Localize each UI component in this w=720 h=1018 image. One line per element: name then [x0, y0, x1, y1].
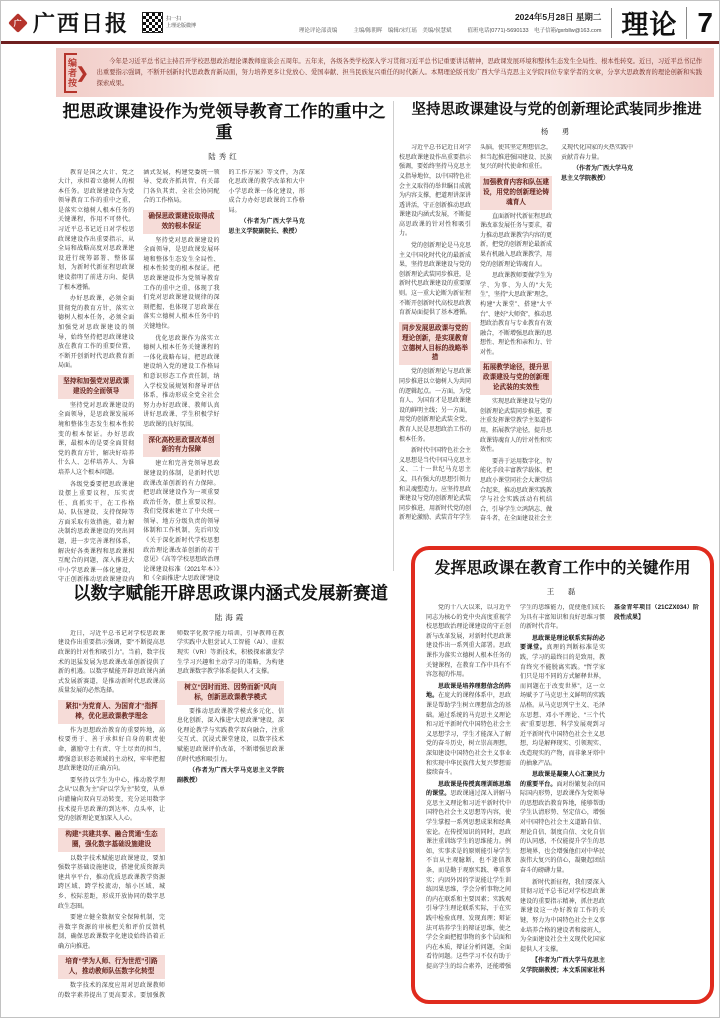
article-body — [426, 604, 699, 982]
article-byline: 杨 勇 — [540, 127, 573, 137]
article-author-note: （作者为广西大学马克思主义学院教授） — [561, 166, 634, 182]
article-paragraph: 数字技术的深度应用对思政课教师的数字素养提出了更高要求。要加强教师数字化教学能力培训，引导教师在教学实践中大胆尝试人工智能（AI）、虚拟现实（VR）等新技术，积极探索激发学生学习兴趣和主动学习的策略，为构建思政课数字教学体系提供人才支撑。 — [58, 630, 284, 999]
article-subhead: 拓展教学途径，提升思政课建设与党的创新理论武装的实效性 — [480, 361, 552, 395]
paper-name: 广西日报 — [33, 11, 130, 36]
article-top-left — [58, 101, 390, 587]
paper-logo — [11, 7, 196, 38]
qr-caption-line1: 扫一扫 — [166, 15, 182, 22]
article-paragraph: 党的创新理论是马克思主义中国化时代化的最新成果，坚持思政课建设与党的创新理论武装同步推进，是新时代思政课建设的重要原则。这一重大论断为新征程不断开创新时代高校思政教育新局面提供了基本遵循。 — [399, 243, 472, 317]
article-paragraph: 建立和完善党领导思政课建设的体制，是新时代思政课改革创新的有力保障。把思政课建设作为一项重要政治任务，摆上重要议程。我们党探索建立了中央统一领导、地方分级负责的领导体制和工作机制，先后印发《关于深化新时代学校思想政治理论课改革创新的若干意见》《高等学校思想政治理论课建设标准（2021年本）》和《全面推进“大思政课”建设的工作方案》等文件，为深化思政课的教学改革和大中小学思政课一体化建设，形成合力办好思政课的工作格局。 — [143, 169, 305, 583]
page-number: 7 — [686, 7, 713, 39]
article-body — [58, 630, 403, 1002]
masthead — [11, 6, 713, 39]
article-subhead: 树立“因时而进、因势而新”风向标，创新思政课教学模式 — [177, 681, 284, 705]
masthead-credits-row — [299, 26, 602, 34]
article-paragraph: 各级党委要把思政课建设摆上重要议程，压实责任、真抓实干，在工作格局、队伍建设、支持保障等方面采取有效措施，着力解决制约思政课建设的突出问题，进一步完善课程体系，解决好各类课程和思政课相互配合的问题，深入推进大中小学思政课一体化建设，守正创新推动思政课建设内涵式发展，构建党委统一领导、党政齐抓共管、有关部门各负其责、全社会协同配合的工作格局。 — [58, 169, 220, 584]
article-bottom-left — [58, 583, 403, 1002]
paper-logo-icon — [8, 13, 28, 33]
article-byline: 陆秀红 — [208, 151, 240, 161]
article-paragraph: 党的创新理论与思政课同步推进以立德树人为共同的逻辑起点。一方面，为党育人、为国育才是思政课建设的鲜明主线；另一方面，用党的创新理论武装全党、教育人民是思想政治工作的根本任务。 — [399, 369, 472, 443]
article-paragraph: 教育是国之大计、党之大计，承担着立德树人的根本任务。思政课建设作为党领导教育工作的重中之重，是落实立德树人根本任务的关键课程，作用不可替代。习近平总书记近日对学校思政课建设作出重要指示，从全局和战略高度对思政课建设进行统筹部署、整体谋划，为新时代新征程思政课建设指明了前进方向、提供了根本遵循。 — [58, 169, 135, 291]
article-body — [399, 144, 714, 532]
article-title: 坚持思政课建设与党的创新理论武装同步推进 — [411, 102, 702, 118]
contact-info: 值班电话(0771)-5690133 电子信箱/gxrbllw@163.com — [467, 28, 602, 34]
article-title: 把思政课建设作为党领导教育工作的重中之重 — [62, 102, 386, 143]
article-title: 发挥思政课在教育工作中的关键作用 — [434, 560, 691, 577]
article-paragraph: 直面新时代新征程思政课改革发展任务与要求，着力推动思政课教学内容的更新，把党的创新理论最新成果有机融入思政课教学，用党的创新理论铸魂育人。 — [480, 213, 553, 268]
article-paragraph: 思政课教师要做学生为学、为事、为人的“大先生”，坚持“大思政课”理念，构建“大课堂”、搭建“大平台”、建好“大师资”，推动思想政治教育与专业教育有效融合，不断增强思政课的思想性、理论性和亲和力、针对性。 — [480, 273, 553, 356]
article-paragraph: 要建立健全数据安全保障机制，完善数字资源的审核把关和评价反馈机制，确保思政课数字化建设始终沿着正确方向推进。 — [58, 915, 165, 950]
article-subhead: 同步发展思政课与党的理论创新，是实现教育立德树人目标的战略举措 — [399, 322, 471, 366]
paper-logo-glyph: 广 — [14, 18, 22, 27]
article-paragraph: 近日，习近平总书记对学校思政课建设作出重要指示强调，要“不断提高思政课的针对性和吸引力”。当前，数字技术的迅猛发展为思政课改革创新提供了新的机遇。以数字赋能开辟思政课内涵式发展新赛道，是推动新时代思政课高质量发展的必然选择。 — [58, 630, 165, 695]
article-paragraph: 以数字技术赋能思政课建设，要加强数字基础设施建设，搭建优质资源共建共享平台，推动优质思政课教学资源跨区域、跨学校流动，缩小区域、城乡、校际差距，形成开放协同的数字思政生态圈。 — [58, 855, 165, 910]
article-subhead: 确保思政课建设取得成效的根本保证 — [143, 210, 219, 234]
qr-caption-line2: 上理论版微博 — [166, 22, 197, 29]
masthead-meta — [299, 11, 612, 34]
qr-block — [142, 12, 196, 33]
article-subhead: 加强教育内容和队伍建设，用党的创新理论铸魂育人 — [480, 176, 552, 210]
article-byline: 陆海霞 — [214, 612, 247, 622]
article-paragraph: 坚持党对思政课建设的全面领导，是思政课发展环境和整体生态发生全局性、根本性转变的根本保证。把思政课建设作为党领导教育工作的重中之重，体现了我们党对思政课建设规律的深刻把握，也体现了思政课在落实立德树人根本任务中的关键地位。 — [143, 237, 220, 330]
article-title: 以数字赋能开辟思政课内涵式发展新赛道 — [73, 583, 388, 603]
article-body — [58, 169, 390, 587]
article-paragraph: 优化思政课作为落实立德树人根本任务关键课程的一体化战略布局，把思政课建设纳入党的建设工作格局和意识形态工作责任制，纳入学校发展规划和督导评估体系，推动形成全党全社会努力办好思政课、教师认真讲好思政课、学生积极学好思政课的良好氛围。 — [143, 335, 220, 428]
article-author-note: （作者为广西大学马克思主义学院副教授） — [177, 768, 284, 784]
article-paragraph: 新时代中国特色社会主义思想是当代中国马克思主义、二十一世纪马克思主义，具有强大的思想引领力和灵魂塑造力。应坚持思政课建设与党的创新理论武装同步推进，用新时代党的创新理论激励、武装青年学生头脑，使其坚定理想信念，担当起推进强国建设、民族复兴的时代使命和重任。 — [399, 145, 553, 522]
article-paragraph: 要坚持以学生为中心，推动教学理念从“以教为主”向“以学为主”转变，从单向灌输向双向互动转变，充分运用数字技术提升思政课的到达率、点头率，让党的创新理论更加深入人心。 — [58, 777, 165, 823]
qr-code-icon — [142, 12, 163, 33]
article-paragraph: 要推动思政课教学模式多元化、信息化创新，深入推进“大思政课”建设，深化理论教学与实践教学双向融合，注重交互式、沉浸式课堂建设，以数字技术赋能思政课评价改革，不断增强思政课的时代感和吸引力。 — [177, 708, 284, 763]
article-paragraph: 思政课是凝聚人心汇聚民力的重要平台。面对纷繁复杂的国际国内形势，思政课作为党领导的思想政治教育阵地，能够帮助学生认清形势、坚定信心，增强对中国特色社会主义道路自信、理论自信、制度自信、文化自信的认同感，不仅能提升学生的思想境界，也会增强他们对中华民族伟大复兴的信心，凝聚起团结奋斗的磅礴力量。 — [520, 772, 605, 875]
article-subhead: 构建“共建共享、融合贯通”生态圈，强化数字基础设施建设 — [58, 828, 165, 852]
qr-caption — [166, 16, 196, 30]
editor-note-text: 今年是习近平总书记主持召开学校思想政治理论课教师座谈会五周年。五年来，各级各类学校深入学习贯彻习近平总书记重要讲话精神，思政课发展环境和整体生态发生全局性、根本性转变。近日，习近平总书记作出重要指示强调，不断开创新时代思政教育新局面，努力培养更多让党放心、爱国奉献、担当民族复兴重任的时代新人。本期理论版刊发广西大学马克思主义学院四位专家学者的文章，分享大思政教育的理论创新和实践探索成果。 — [96, 57, 702, 88]
article-byline: 王 磊 — [546, 587, 579, 596]
editor-note-label — [64, 53, 89, 93]
section-box — [611, 8, 713, 38]
article-author-note: （作者为广西大学马克思主义学院副院长、教授） — [228, 219, 305, 236]
article-author-note: 【作者为广西大学马克思主义学院副教授；本文系国家社科基金青年项目（21CZX034）阶段性成果】 — [520, 605, 699, 974]
article-top-right — [399, 101, 714, 532]
article-paragraph: 要善于运用数字化、智能化手段丰富教学载体，把思政小课堂同社会大课堂结合起来，推动思政课实践教学与社会实践活动有机结合，引导学生立鸿鹄志、做奋斗者，在全面建设社会主义现代化国家的火热实践中贡献青春力量。 — [480, 145, 634, 523]
article-paragraph: 党的十八大以来，以习近平同志为核心的党中央高度重视学校思想政治理论课建设的守正创新与改革发展，对新时代思政课建设作出一系列重大部署。思政课作为落实立德树人根本任务的关键课程，在教育工作中具有不容忽视的作用。 — [426, 605, 511, 679]
article-paragraph: 思政课是培养理想信念的阵地。在庞大的课程体系中，思政课是帮助学生树立理想信念的基础。通过系统的马克思主义理论和习近平新时代中国特色社会主义思想学习，学生才能深入了解党的奋斗历史，树立崇高理想，深知建设中国特色社会主义事业和实现中华民族伟大复兴梦想需接续奋斗。 — [426, 683, 511, 777]
chevron-right-icon: ❯ — [76, 64, 89, 82]
article-subhead: 深化高校思政课改革创新的有力保障 — [143, 434, 219, 458]
editor-note — [56, 48, 714, 97]
article-subhead: 坚持和加强党对思政课建设的全面领导 — [58, 375, 134, 399]
article-paragraph: 办好思政课，必须全面贯彻党的教育方针，落实立德树人根本任务，必须全面加强党对思政课建设的领导，始终坚持把思政课建设放在教育工作的重要位置，不断开创新时代思政教育新局面。 — [58, 296, 135, 370]
issue-date: 2024年5月28日 星期二 — [514, 12, 602, 22]
article-paragraph: 新时代新征程，我们要深入贯彻习近平总书记对学校思政课建设的重要指示精神，抓住思政课建设这一办好教育工作的关键，努力为中国特色社会主义事业培养合格的建设者和接班人，为全面建设社会主义现代化国家提供人才支撑。 — [520, 879, 605, 953]
masthead-rule — [1, 41, 719, 44]
article-paragraph: 思政课是传授真理训练思维的课堂。思政课通过深入讲解马克思主义理论和习近平新时代中国特色社会主义思想等内容，使学生掌握一系列思想成果和经典宏论。在传授知识的同时，思政课注重训练学生的思维能力。例如，实事求是的原则能引导学生不盲从主观臆断，也不迷信教条，而是勤于观察实践、尊重事实；内因外因的学说能让学生训练因果思维，学会分析事物之间的内在联系和主要因素；实践观引导学生理论联系实际，于在实践中检验真理、发现真理；辩证法可培养学生的辩证思维，使之学会全面把握事物的多个层面和内在本质，辩证分析问题，全面看待问题。这些学习不仅有助于提高学生的综合素养，还能增强学生的思维能力，促使他们成长为具有丰富知识和良好思维习惯的新时代青年。 — [426, 605, 605, 970]
article-subhead: 培育“学为人师、行为世范”引路人，推动教师队伍数字化转型 — [58, 955, 165, 979]
article-paragraph: 思政课是理论联系实际的必要课堂。真理的判断标准是实践，学习的最终目的是致用，教育终究不能脱离实践。“哲学家们只是用不同的方式解释世界，而问题在于改变世界”，这一立场赋予了马克思主义鲜明的实践品格。从马克思列宁主义、毛泽东思想、邓小平理论、“三个代表”重要思想、科学发展观到习近平新时代中国特色社会主义思想，均是解释现实、引领现实、改造现实的产物，而非象牙塔中的抽象产品。 — [520, 635, 605, 767]
article-subhead: 紧扣“为党育人、为国育才”指挥棒，优化思政课教学理念 — [58, 700, 165, 724]
article-paragraph: 习近平总书记近日对学校思政课建设作出重要指示强调，要始终坚持马克思主义指导地位，以中国特色社会主义取得的举世瞩目成就为内容支撑，把道理讲深讲透讲活，守正创新推动思政课建设内涵式发展，不断提高思政课的针对性和吸引力。 — [399, 145, 472, 238]
section-title: 理论 — [621, 10, 678, 40]
article-highlight-box — [411, 546, 714, 1004]
article-paragraph: 实现思政课建设与党的创新理论武装同步推进，要注重发挥课堂教学主渠道作用，拓展教学途径，提升思政课铸魂育人的针对性和实效性。 — [480, 399, 553, 454]
dept-label: 理论评论部责编 — [298, 28, 338, 34]
article-paragraph: 作为思想政治教育的重要阵地，高校要勇于、善于承担好自身的职责使命，激励守土有责、守土尽责的担当，增强意识形态领域的主动权，牢牢把握思政课建设的正确方向。 — [58, 727, 165, 773]
article-paragraph: 坚持党对思政课建设的全面领导，是思政课发展环境和整体生态发生根本性转变的根本保证。办好思政课，最根本的是要全面贯彻党的教育方针，解决好培养什么人、怎样培养人、为谁培养人这个根本问题。 — [58, 402, 135, 476]
credits: 主编/陈朝晖 编辑/宋红瑶 美编/侯慧斌 — [353, 28, 452, 34]
column-divider — [393, 101, 394, 571]
editor-note-label-text: 编者按 — [64, 53, 77, 93]
